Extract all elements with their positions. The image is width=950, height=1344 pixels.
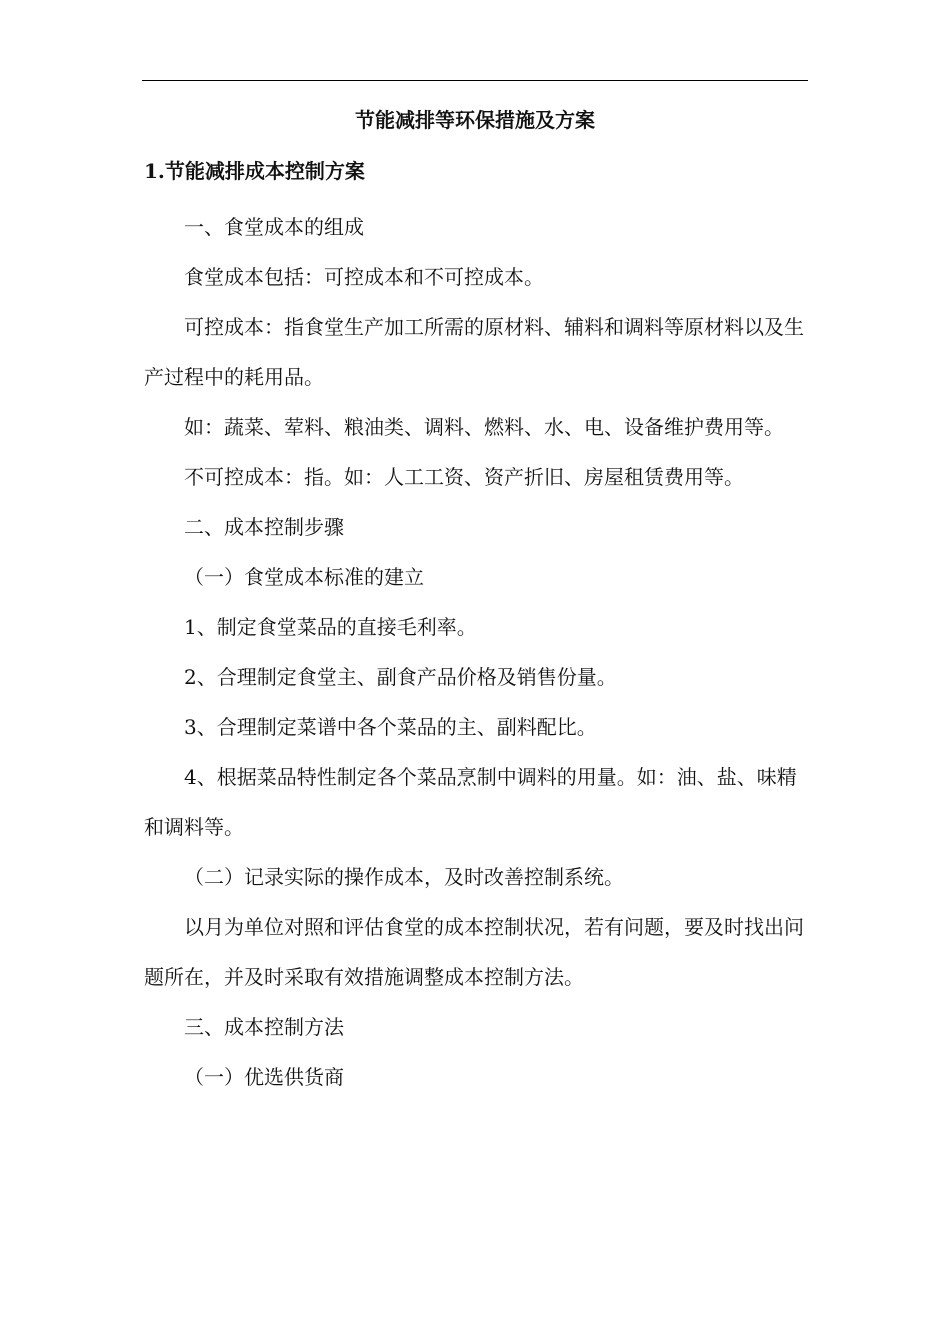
paragraph: 以月为单位对照和评估食堂的成本控制状况，若有问题，要及时找出问题所在，并及时采取有效措施调整成本控制方法。 — [144, 915, 804, 989]
header-rule — [142, 80, 808, 81]
paragraph: （一）食堂成本标准的建立 — [184, 565, 424, 589]
paragraph: 如：蔬菜、荤料、粮油类、调料、燃料、水、电、设备维护费用等。 — [184, 415, 784, 439]
paragraph: （一）优选供货商 — [184, 1065, 344, 1089]
paragraph: 三、成本控制方法 — [184, 1015, 344, 1039]
paragraph: 二、成本控制步骤 — [184, 515, 344, 539]
paragraph: （二）记录实际的操作成本，及时改善控制系统。 — [184, 865, 624, 889]
paragraph: 2、合理制定食堂主、副食产品价格及销售份量。 — [184, 665, 617, 689]
paragraph: 3、合理制定菜谱中各个菜品的主、副料配比。 — [184, 715, 597, 739]
paragraph: 可控成本：指食堂生产加工所需的原材料、辅料和调料等原材料以及生产过程中的耗用品。 — [144, 315, 804, 389]
document-title: 节能减排等环保措施及方案 — [355, 108, 595, 132]
paragraph: 食堂成本包括：可控成本和不可控成本。 — [184, 265, 544, 289]
section-heading: 1.节能减排成本控制方案 — [144, 159, 365, 183]
paragraph: 不可控成本：指。如：人工工资、资产折旧、房屋租赁费用等。 — [184, 465, 744, 489]
paragraph: 4、根据菜品特性制定各个菜品烹制中调料的用量。如：油、盐、味精和调料等。 — [144, 765, 797, 839]
paragraph: 一、食堂成本的组成 — [184, 215, 364, 239]
paragraph: 1、制定食堂菜品的直接毛利率。 — [184, 615, 477, 639]
document-body — [144, 202, 808, 1102]
